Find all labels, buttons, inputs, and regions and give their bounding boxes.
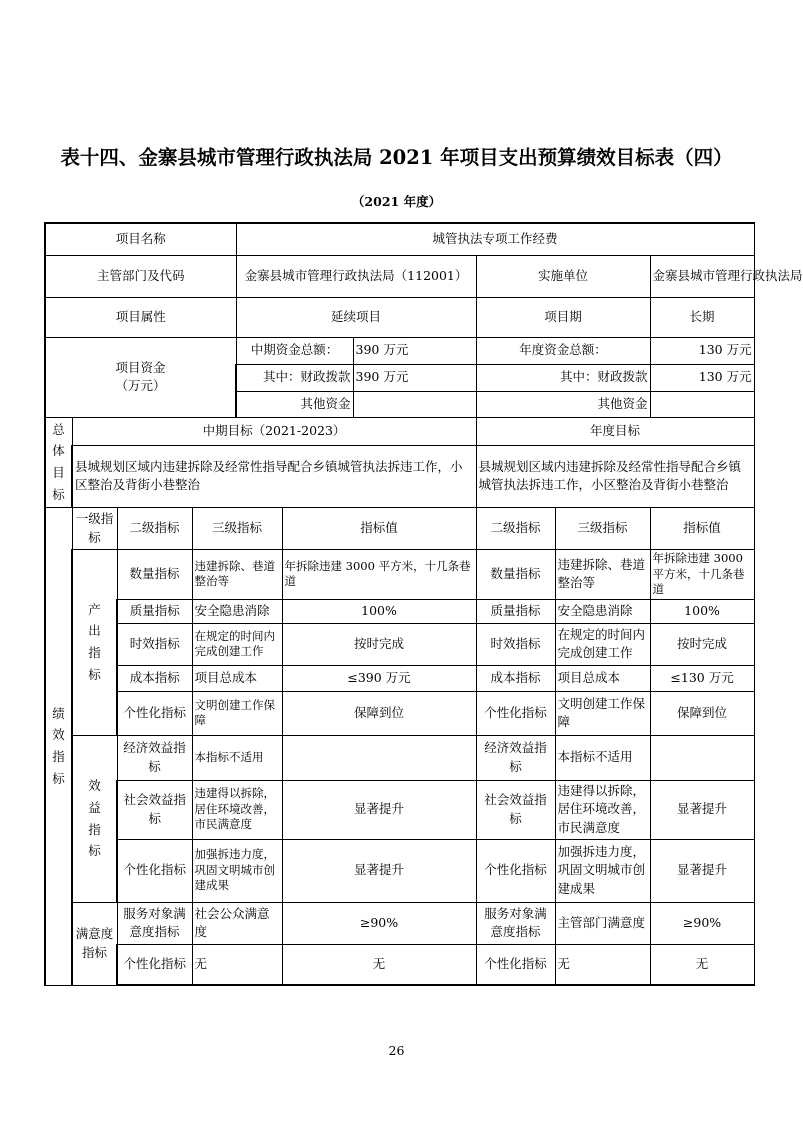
year-level3-cell: 文明创建工作保障 [555, 691, 650, 735]
year-goal-text: 县城规划区域内违建拆除及经常性指导配合乡镇城管执法拆违工作，小区整治及背街小巷整治 [476, 445, 754, 508]
funds-label-line2: （万元） [115, 378, 166, 393]
mid-fiscal-label: 其中：财政拨款 [236, 364, 353, 391]
table-row [45, 902, 754, 944]
year-level3-cell: 违建拆除、巷道整治等 [555, 550, 650, 600]
year-level2-cell: 服务对象满意度指标 [476, 902, 555, 944]
table-row [45, 944, 754, 985]
year-level3-cell: 主管部门满意度 [555, 902, 650, 944]
value-cell: 显著提升 [282, 839, 476, 902]
year-value-cell: 年拆除违建 3000 平方米，十几条巷道 [650, 550, 754, 600]
year-level3-cell: 项目总成本 [555, 665, 650, 691]
year-level2-cell: 社会效益指标 [476, 780, 555, 839]
table-row [45, 599, 754, 623]
year-fiscal-label: 其中：财政拨款 [476, 364, 650, 391]
year-value-cell: 显著提升 [650, 839, 754, 902]
table-row [45, 623, 754, 665]
funds-total-row [45, 337, 754, 364]
output-indicator-label [72, 550, 117, 736]
year-value-header: 指标值 [650, 508, 754, 550]
year-level3-cell: 违建得以拆除，居住环境改善，市民满意度 [555, 780, 650, 839]
overall-goals-label [45, 417, 72, 508]
year-total-value: 130 万元 [650, 337, 754, 364]
period-value: 长期 [650, 297, 754, 337]
level3-cell: 本指标不适用 [192, 735, 282, 780]
period-label: 项目期 [476, 297, 650, 337]
year-level2-cell: 个性化指标 [476, 944, 555, 985]
overall-goals-label-text: 总体目标 [52, 421, 65, 503]
table-row [45, 735, 754, 780]
level3-cell: 文明创建工作保障 [192, 691, 282, 735]
department-label: 主管部门及代码 [45, 255, 236, 297]
year-value-cell: 显著提升 [650, 780, 754, 839]
mid-goal-text: 县城规划区域内违建拆除及经常性指导配合乡镇城管执法拆违工作，小区整治及背街小巷整治 [72, 445, 476, 508]
mid-other-value [353, 391, 476, 417]
project-name-label: 项目名称 [45, 223, 236, 255]
level2-cell: 社会效益指标 [117, 780, 192, 839]
project-name-row [45, 223, 754, 255]
mid-goal-header: 中期目标（2021-2023） [72, 417, 476, 445]
funds-label-line1: 项目资金 [115, 359, 166, 375]
level2-cell: 质量指标 [117, 599, 192, 623]
level2-cell: 时效指标 [117, 623, 192, 665]
year-level3-cell: 安全隐患消除 [555, 599, 650, 623]
table-row [45, 691, 754, 735]
value-cell: 按时完成 [282, 623, 476, 665]
department-value: 金寨县城市管理行政执法局（112001） [236, 255, 476, 297]
year-goal-header: 年度目标 [476, 417, 754, 445]
level3-cell: 违建得以拆除，居住环境改善，市民满意度 [192, 780, 282, 839]
level2-cell: 服务对象满意度指标 [117, 902, 192, 944]
value-cell: 100% [282, 599, 476, 623]
year-level2-cell: 质量指标 [476, 599, 555, 623]
value-cell: 保障到位 [282, 691, 476, 735]
year-total-label: 年度资金总额： [476, 337, 650, 364]
year-value-cell: 按时完成 [650, 623, 754, 665]
year-value-cell: ≥90% [650, 902, 754, 944]
funds-label [45, 337, 236, 417]
level2-cell: 经济效益指标 [117, 735, 192, 780]
implementing-unit-label: 实施单位 [476, 255, 650, 297]
department-row [45, 255, 754, 297]
goals-content-row [45, 445, 754, 508]
level3-cell: 加强拆违力度，巩固文明城市创建成果 [192, 839, 282, 902]
year-level2-cell: 经济效益指标 [476, 735, 555, 780]
table-row [45, 665, 754, 691]
satisfaction-indicator-label: 满意度指标 [72, 902, 117, 985]
mid-other-label: 其他资金 [236, 391, 353, 417]
value-cell: 年拆除违建 3000 平方米，十几条巷道 [282, 550, 476, 600]
mid-total-label: 中期资金总额： [236, 337, 353, 364]
level2-cell: 个性化指标 [117, 944, 192, 985]
year-level2-cell: 数量指标 [476, 550, 555, 600]
project-name-value: 城管执法专项工作经费 [236, 223, 754, 255]
attribute-row [45, 297, 754, 337]
value-cell [282, 735, 476, 780]
level3-cell: 违建拆除、巷道整治等 [192, 550, 282, 600]
perf-header-row [45, 508, 754, 550]
value-cell: 无 [282, 944, 476, 985]
year-value-cell: ≤130 万元 [650, 665, 754, 691]
year-level2-cell: 个性化指标 [476, 839, 555, 902]
year-value-cell: 保障到位 [650, 691, 754, 735]
level2-cell: 成本指标 [117, 665, 192, 691]
year-level3-cell: 在规定的时间内完成创建工作 [555, 623, 650, 665]
goals-header-row [45, 417, 754, 445]
level3-header: 三级指标 [192, 508, 282, 550]
year-level3-cell: 本指标不适用 [555, 735, 650, 780]
page-number: 26 [388, 1043, 405, 1058]
benefit-indicator-label [72, 735, 117, 902]
value-header: 指标值 [282, 508, 476, 550]
year-other-value [650, 391, 754, 417]
value-cell: 显著提升 [282, 780, 476, 839]
implementing-unit-value: 金寨县城市管理行政执法局 [650, 255, 754, 297]
level2-header: 二级指标 [117, 508, 192, 550]
mid-total-value: 390 万元 [353, 337, 476, 364]
year-other-label: 其他资金 [476, 391, 650, 417]
year-level3-cell: 无 [555, 944, 650, 985]
value-cell: ≤390 万元 [282, 665, 476, 691]
performance-label [45, 508, 72, 986]
year-level2-cell: 时效指标 [476, 623, 555, 665]
table-row [45, 780, 754, 839]
level3-cell: 项目总成本 [192, 665, 282, 691]
performance-label-text: 绩效指标 [52, 705, 65, 787]
level2-cell: 个性化指标 [117, 839, 192, 902]
level3-cell: 安全隐患消除 [192, 599, 282, 623]
performance-target-table [44, 222, 803, 986]
benefit-indicator-label-text: 效益指标 [88, 777, 101, 859]
year-level2-cell: 成本指标 [476, 665, 555, 691]
year-fiscal-value: 130 万元 [650, 364, 754, 391]
table-row [45, 550, 754, 600]
page-title: 表十四、金寨县城市管理行政执法局 2021 年项目支出预算绩效目标表（四） [60, 146, 733, 169]
year-subtitle: （2021 年度） [351, 194, 442, 209]
output-indicator-label-text: 产出指标 [88, 601, 101, 683]
year-level2-cell: 个性化指标 [476, 691, 555, 735]
level2-cell: 个性化指标 [117, 691, 192, 735]
value-cell: ≥90% [282, 902, 476, 944]
level3-cell: 社会公众满意度 [192, 902, 282, 944]
level1-header: 一级指标 [72, 508, 117, 550]
attribute-value: 延续项目 [236, 297, 476, 337]
level2-cell: 数量指标 [117, 550, 192, 600]
year-value-cell [650, 735, 754, 780]
mid-fiscal-value: 390 万元 [353, 364, 476, 391]
table-row [45, 839, 754, 902]
level3-cell: 无 [192, 944, 282, 985]
attribute-label: 项目属性 [45, 297, 236, 337]
year-level3-header: 三级指标 [555, 508, 650, 550]
year-level2-header: 二级指标 [476, 508, 555, 550]
year-level3-cell: 加强拆违力度，巩固文明城市创建成果 [555, 839, 650, 902]
year-value-cell: 100% [650, 599, 754, 623]
level3-cell: 在规定的时间内完成创建工作 [192, 623, 282, 665]
year-value-cell: 无 [650, 944, 754, 985]
